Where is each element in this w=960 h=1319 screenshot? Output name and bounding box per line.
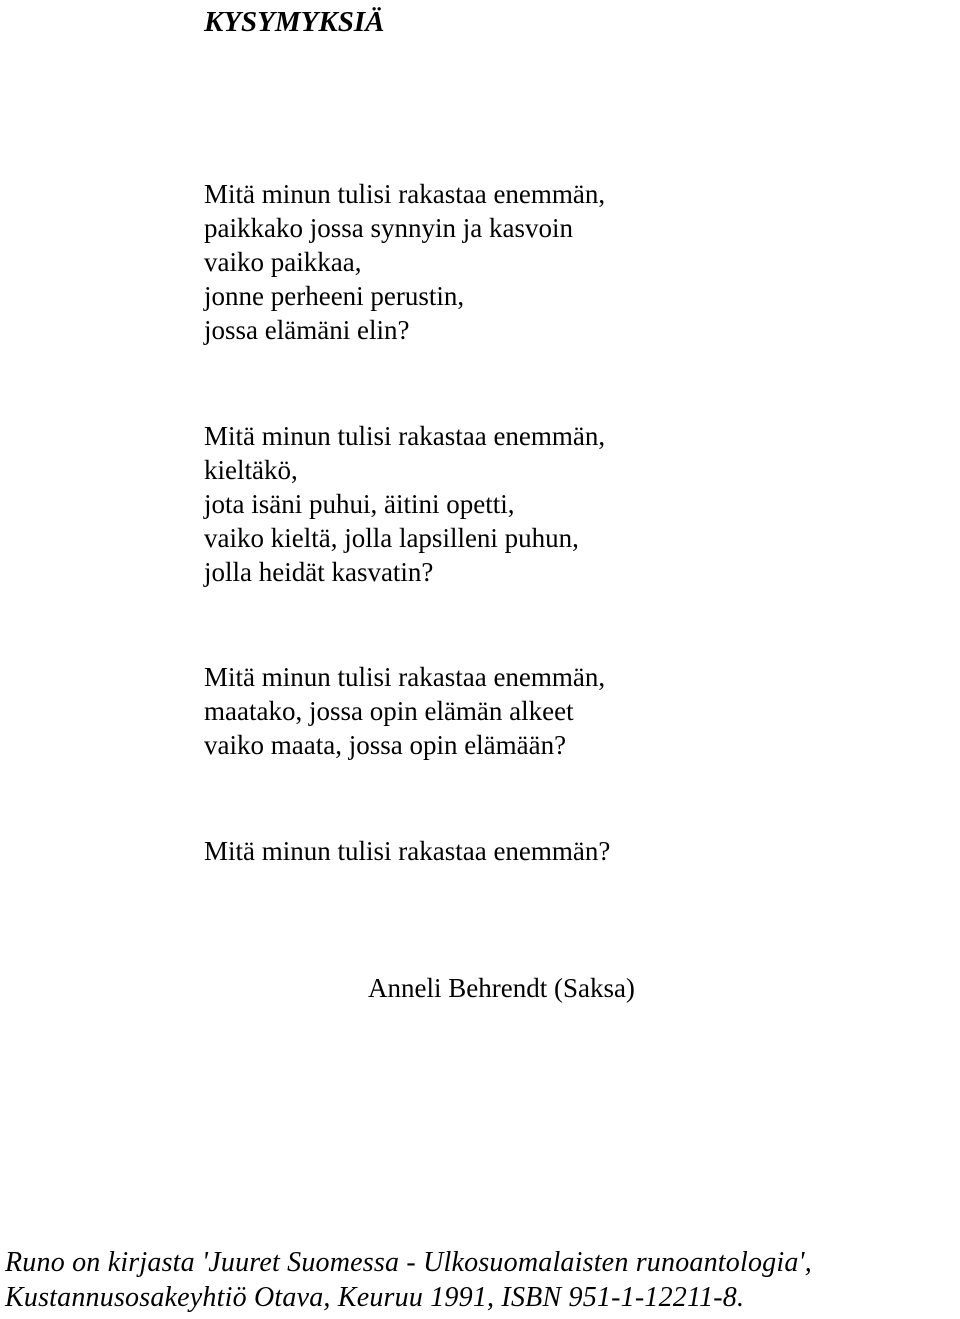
stanza-2-line-1: Mitä minun tulisi rakastaa enemmän, bbox=[204, 421, 606, 451]
source-line-2: Kustannusosakeyhtiö Otava, Keuruu 1991, ISBN 951-1-12211-8. bbox=[5, 1282, 745, 1313]
stanza-1-line-4: jonne perheeni perustin, bbox=[204, 281, 465, 311]
stanza-1-line-1: Mitä minun tulisi rakastaa enemmän, bbox=[204, 179, 606, 209]
stanza-3-line-1: Mitä minun tulisi rakastaa enemmän, bbox=[204, 662, 606, 692]
stanza-2-line-5: jolla heidät kasvatin? bbox=[204, 557, 434, 587]
stanza-4-line-1: Mitä minun tulisi rakastaa enemmän? bbox=[204, 836, 611, 866]
poem-author: Anneli Behrendt (Saksa) bbox=[368, 973, 635, 1003]
stanza-3-line-2: maatako, jossa opin elämän alkeet bbox=[204, 696, 574, 726]
stanza-1-line-2: paikkako jossa synnyin ja kasvoin bbox=[204, 213, 573, 243]
stanza-2-line-3: jota isäni puhui, äitini opetti, bbox=[204, 489, 515, 519]
stanza-2-line-2: kieltäkö, bbox=[204, 455, 298, 485]
source-citation bbox=[5, 1245, 812, 1315]
stanza-3 bbox=[204, 660, 605, 762]
stanza-4 bbox=[204, 834, 610, 868]
poem-title: KYSYMYKSIÄ bbox=[204, 6, 385, 38]
stanza-1-line-5: jossa elämäni elin? bbox=[204, 315, 410, 345]
stanza-1-line-3: vaiko paikkaa, bbox=[204, 247, 362, 277]
stanza-2-line-4: vaiko kieltä, jolla lapsilleni puhun, bbox=[204, 523, 579, 553]
source-line-1: Runo on kirjasta 'Juuret Suomessa - Ulkosuomalaisten runoantologia', bbox=[5, 1247, 812, 1278]
stanza-1 bbox=[204, 177, 605, 347]
stanza-2 bbox=[204, 419, 605, 589]
stanza-3-line-3: vaiko maata, jossa opin elämään? bbox=[204, 730, 567, 760]
